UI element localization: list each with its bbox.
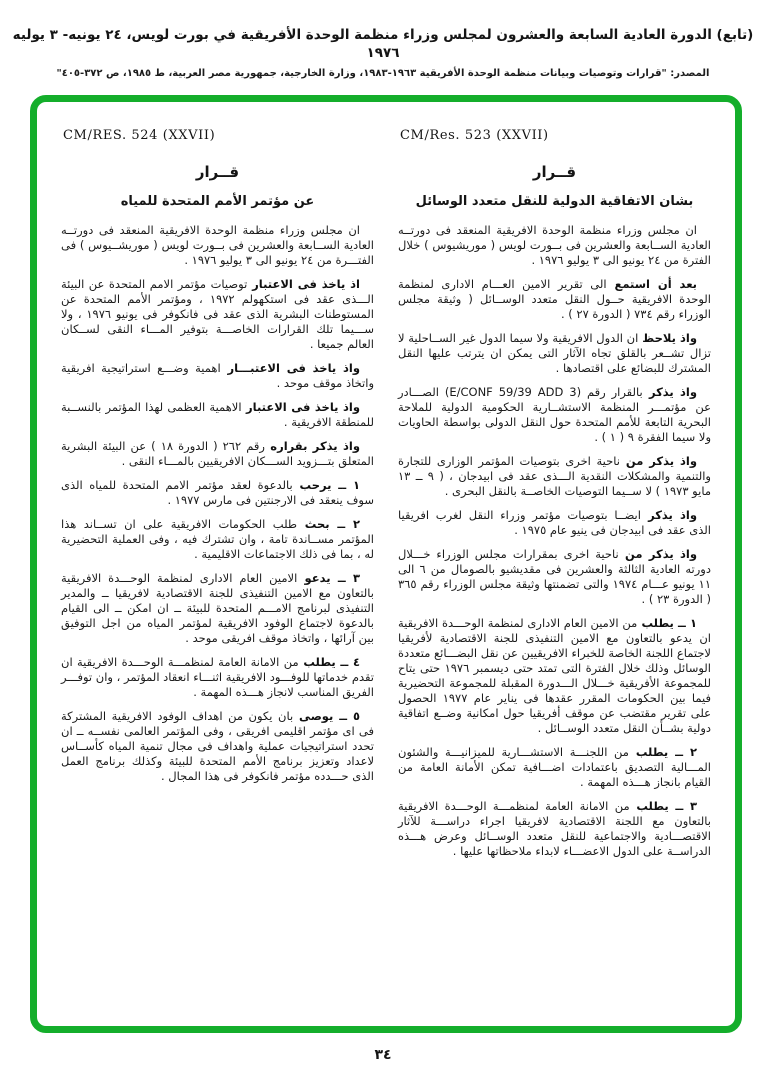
resolution-paragraph: واذ يذكر من ناحية اخرى بتوصيات المؤتمر الوزارى للتجارة والتنمية والمشكلات النقدية الـــذى عقد فى ابيدجان ، ( ٩ ــ ١٣ مايو ١٩٧٣ ) لا ســيما التوصيات الخاصــة بالنقل البحرى .: [398, 454, 711, 498]
resolution-paragraph: ان مجلس وزراء منظمة الوحدة الافريقية المنعقد فى دورتــه العادية الســابعة والعشرين فى بــورت لويس ( موريشيوس ) خلال الفترة من ٢٤ يونيو الى ٣ يوليو ١٩٧٦ .: [398, 223, 711, 267]
resolution-body-523: [398, 223, 711, 859]
resolution-paragraph: واذ يذكر من ناحية اخرى بمقرارات مجلس الوزراء خـــلال دورته العادية الثالثة والعشرين فى مقديشيو بالصومال من ٦ الى ١١ يونيو عـــام ١٩٧٤ والتى تضمنتها وثيقة مجلس الوزراء رقم ٣٦٥ ( الدورة ٢٣ ) .: [398, 547, 711, 606]
resolution-paragraph: واذ ياخذ فى الاعتبـــار اهمية وضـــع استراتيجية افريقية واتخاذ موقف موحد .: [61, 361, 374, 390]
page-number: ٣٤: [374, 1047, 392, 1063]
session-title: (تابع) الدورة العادية السابعة والعشرون لمجلس وزراء منظمة الوحدة الأفريقية في بورت لويس، ٢٤ يونيه- ٣ يوليه ١٩٧٦: [12, 27, 754, 61]
source-citation: المصدر: "قرارات وتوصيات وبيانات منظمة الوحدة الأفريقية ١٩٦٣-١٩٨٣، وزارة الخارجية، جمهورية مصر العربية، ط ١٩٨٥، ص ٣٧٢-٤٠٥": [56, 68, 710, 79]
resolution-paragraph: ٣ ــ يدعو الامين العام الادارى لمنظمة الوحـــدة الافريقية بالتعاون مع الامين التنفيذى للجنة الاقتصادية لافريقيا ــ والمدير التنفيذى لبرنامج الامـــم المتحدة للبيئة ــ ان امكن ــ الى القيام بالدعوة لاجتماع الوفود الافريقية لمؤتمر المياه من اجل التوفيق بين آرائها ، واتخاذ موقف افريقى موحد .: [61, 571, 374, 645]
resolution-heading-523: قــرار: [532, 163, 577, 181]
resolution-paragraph: واذ يلاحظ ان الدول الافريقية ولا سيما الدول غير الســاحلية لا تزال تشــعر بالقلق تجاه الآثار التى يمكن ان يترتب عليها النقل المشترك للبضائع على اقتصادها .: [398, 331, 711, 375]
resolution-number-524: CM/RES. 524 (XXVII): [63, 128, 216, 143]
resolution-paragraph: واذ يذكر بالقرار رقم (E/CONF 59/39 ADD 3) الصـــادر عن مؤتمـــر المنظمة الاستشــارية الحكومية الدولية للملاحة البحرية التابعة للأمم المتحدة حول النقل الدولى بواسطة الحاويات ولا سيما الفقرة ٩ ( ١ ) .: [398, 385, 711, 444]
resolution-paragraph: ٣ ــ يطلب من الامانة العامة لمنظمـــة الوحـــدة الافريقية بالتعاون مع اللجنة الاقتصادية لافريقيا اجراء دراســـة للآثار الاقتصـــادية والاجتماعية للنقل متعدد الوســائل وعرض هـــذه الدراســة على الدول الاعضـــاء لابداء ملاحظاتها عليها .: [398, 799, 711, 858]
resolution-number-523: CM/Res. 523 (XXVII): [400, 128, 549, 143]
resolution-paragraph: ٤ ــ يطلب من الامانة العامة لمنظمـــة الوحـــدة الافريقية ان تقدم خدماتها للوفـــود الافريقية اثنـــاء انعقاد المؤتمر ، وان توفـــر الفريق المناسب لانجاز هـــذه المهمة .: [61, 655, 374, 699]
resolution-paragraph: ان مجلس وزراء منظمة الوحدة الافريقية المنعقد فى دورتــه العادية الســابعة والعشرين فى بــورت لويس ( موريشــيوس ) فى الفتـــرة من ٢٤ يونيو الى ٣ يوليو ١٩٧٦ .: [61, 223, 374, 267]
resolution-body-524: [61, 223, 374, 784]
resolution-paragraph: ٢ ــ بحث طلب الحكومات الافريقية على ان تســاند هذا المؤتمر مســاندة تامة ، وان تشترك فيه ، وفى العملية التحضيرية له ، بما فى ذلك الاجتماعات الاقليمية .: [61, 517, 374, 561]
resolution-subtitle-523: بشان الاتفاقية الدولية للنقل متعدد الوسائل: [415, 194, 694, 209]
resolution-paragraph: ١ ــ يطلب من الامين العام الادارى لمنظمة الوحـــدة الافريقية ان يدعو بالتعاون مع الامين التنفيذى للجنة الاقتصادية لأفريقيا لاجتماع اللجنة الخاصة للخبراء الافريقيين عن نقل البضـــائع متعددة الوسائل وذلك خلال الفترة التى تمتد حتى ديسمبر ١٩٧٦ حتى يتاح للمجموعة الأفريقية خـــلال الـــدورة المقبلة للمجموعة التحضيرية فيما بين الحكومات المقرر عقدها فى يناير عام ١٩٧٧ الحصول على تقرير مقتضب عن موقف أفريقيا حول امكانية وضــع اتفاقية دولية بشــأن النقل متعدد الوســائل .: [398, 616, 711, 735]
resolution-paragraph: واذ ياخذ فى الاعتبار الاهمية العظمى لهذا المؤتمر بالنســبة للمنطقة الافريقية .: [61, 400, 374, 429]
two-column-layout: [61, 116, 711, 1016]
resolution-paragraph: اذ ياخذ فى الاعتبار توصيات مؤتمر الامم المتحدة عن البيئة الـــذى عقد فى استكهولم ١٩٧٢ ، ومؤتمر الأمم المتحدة عن المستوطنات البشرية الذى عقد فى فانكوفر فى يونيو ١٩٧٦ ، ولا ســـيما تلك القرارات الخاصـــة بتوفير المـــاء النقى لســكان العالم جميعا .: [61, 277, 375, 351]
resolution-paragraph: ٢ ــ يطلب من اللجنـــة الاستشـــارية للميزانيـــة والشئون المـــالية التصديق باعتمادات اضـــافية تمكن الأمانة العامة من القيام بانجاز هـــذه المهمة .: [398, 745, 711, 789]
resolution-paragraph: واذ يذكر ايضــا بتوصيات مؤتمر وزراء النقل لغرب افريقيا الذى عقد فى ابيدجان فى ينيو عام ١٩٧٥ .: [398, 508, 711, 537]
resolution-paragraph: ١ ــ يرحب بالدعوة لعقد مؤتمر الامم المتحدة للمياه الذى سوف ينعقد فى الارجنتين فى مارس ١٩٧٧ .: [61, 478, 374, 507]
resolution-paragraph: بعد أن استمع الى تقرير الامين العـــام الادارى لمنظمة الوحدة الافريقية حــول النقل متعدد الوســائل ( وثيقة مجلس الوزراء رقم ٧٣٤ ( الدورة ٢٧ ) .: [398, 277, 711, 321]
document-frame: [30, 95, 742, 1033]
resolution-paragraph: واذ يذكر بقراره رقم ٢٦٢ ( الدورة ١٨ ) عن البيئة البشرية المتعلق بتـــزويد الســـكان الافريقيين بالمـــاء النقى .: [61, 439, 374, 468]
page-header: [0, 0, 766, 81]
resolution-paragraph: ٥ ــ يوصى بان يكون من اهداف الوفود الافريقية المشتركة فى اى مؤتمر اقليمى افريقى ، وفى المؤتمر العالمى نفســه ــ ان تحدد استراتيجيات عملية واهداف فى مجال تنمية المياه كأســاس لاعداد وتعزيز برنامج الأمم المتحدة للبيئة وكذلك برنامج العمل الذى حـــدده مؤتمر فانكوفر فى هذا المجال .: [61, 709, 374, 783]
resolution-subtitle-524: عن مؤتمر الأمم المتحدة للمياه: [120, 194, 315, 209]
resolution-column-523: [398, 116, 711, 1016]
resolution-heading-524: قــرار: [195, 163, 240, 181]
resolution-column-524: [61, 116, 374, 1016]
